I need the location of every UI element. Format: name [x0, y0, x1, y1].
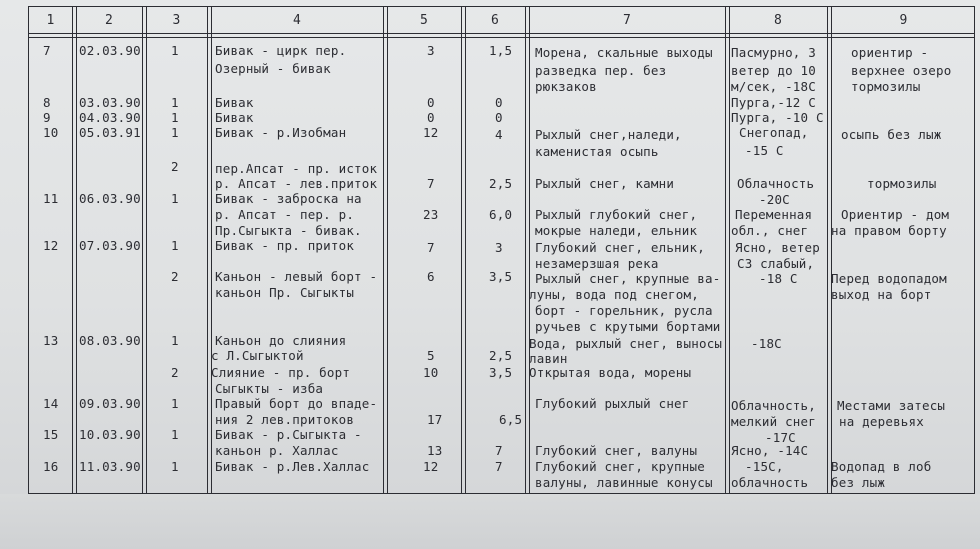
row-date: 07.03.90	[79, 238, 141, 253]
header-rule	[29, 37, 974, 38]
row-hours: 0	[427, 95, 435, 110]
col-sep	[529, 7, 530, 493]
col-sep	[207, 7, 208, 493]
row-route: р. Апсат - пер. р.	[215, 207, 355, 222]
col-sep	[146, 7, 147, 493]
row-route: пер.Апсат - пр. исток	[215, 161, 378, 176]
col-sep	[465, 7, 466, 493]
row-km: 2,5	[489, 176, 513, 191]
row-terrain: валуны, лавинные конусы	[535, 475, 713, 490]
row-terrain: луны, вода под снегом,	[529, 287, 699, 302]
row-hours: 3	[427, 43, 435, 58]
row-route: Бивак - р.Сыгыкта -	[215, 427, 362, 442]
header-cell: 7	[622, 13, 632, 28]
row-km: 2,5	[489, 348, 513, 363]
row-number: 9	[43, 110, 51, 125]
row-weather: мелкий снег	[731, 414, 816, 429]
row-route: Слияние - пр. борт	[211, 365, 351, 380]
col-sep	[211, 7, 212, 493]
row-number: 16	[43, 459, 59, 474]
row-terrain: борт - горельник, русла	[535, 303, 713, 318]
row-weather: Переменная	[735, 207, 813, 222]
row-day: 1	[171, 43, 179, 58]
row-day: 1	[171, 110, 179, 125]
row-hours: 17	[427, 412, 443, 427]
row-route: Бивак - пр. приток	[215, 238, 355, 253]
row-number: 12	[43, 238, 59, 253]
col-sep	[142, 7, 143, 493]
row-day: 1	[171, 396, 179, 411]
row-weather: м/сек, -18С	[731, 79, 816, 94]
col-sep	[461, 7, 462, 493]
row-date: 05.03.91	[79, 125, 141, 140]
row-hours: 0	[427, 110, 435, 125]
row-day: 2	[171, 365, 179, 380]
row-weather: Ясно, -14С	[731, 443, 809, 458]
row-date: 03.03.90	[79, 95, 141, 110]
row-route: Пр.Сыгыкта - бивак.	[215, 223, 362, 238]
row-day: 1	[171, 333, 179, 348]
col-sep	[72, 7, 73, 493]
col-sep	[827, 7, 828, 493]
col-sep	[383, 7, 384, 493]
row-km: 4	[495, 127, 503, 142]
row-terrain: Морена, скальные выходы	[535, 45, 713, 60]
page-margin	[0, 494, 980, 549]
row-weather: Пурга, -10 С	[731, 110, 824, 125]
row-hours: 7	[427, 176, 435, 191]
row-terrain: Вода, рыхлый снег, выносы	[529, 336, 723, 351]
row-route: Каньон - левый борт -	[215, 269, 378, 284]
row-terrain: лавин	[529, 351, 568, 366]
col-sep	[729, 7, 730, 493]
row-hours: 13	[427, 443, 443, 458]
header-cell: 6	[490, 13, 500, 28]
row-terrain: незамерзшая река	[535, 256, 659, 271]
col-sep	[387, 7, 388, 493]
row-km: 3,5	[489, 269, 513, 284]
row-notes: осыпь без лыж	[841, 127, 942, 142]
row-date: 04.03.90	[79, 110, 141, 125]
row-weather: -15С,	[745, 459, 784, 474]
row-weather: обл., снег	[731, 223, 809, 238]
row-day: 1	[171, 427, 179, 442]
row-date: 09.03.90	[79, 396, 141, 411]
row-route: Правый борт до впаде-	[215, 396, 378, 411]
row-route: Бивак - цирк пер.	[215, 43, 347, 58]
row-notes: тормозилы	[867, 176, 937, 191]
row-number: 7	[43, 43, 51, 58]
row-number: 8	[43, 95, 51, 110]
row-km: 6,5	[499, 412, 523, 427]
header-cell: 4	[292, 13, 302, 28]
row-day: 1	[171, 95, 179, 110]
row-weather: -17С	[765, 430, 796, 445]
row-weather: Облачность,	[731, 398, 816, 413]
row-route: Бивак - р.Изобман	[215, 125, 347, 140]
row-hours: 12	[423, 125, 439, 140]
col-sep	[525, 7, 526, 493]
row-day: 1	[171, 238, 179, 253]
row-notes: тормозилы	[851, 79, 921, 94]
row-number: 10	[43, 125, 59, 140]
row-notes: верхнее озеро	[851, 63, 952, 78]
row-number: 13	[43, 333, 59, 348]
row-route: каньон Пр. Сыгыкты	[215, 285, 355, 300]
header-cell: 8	[773, 13, 783, 28]
row-weather: Пурга,-12 С	[731, 95, 816, 110]
row-route: Бивак	[215, 110, 254, 125]
row-weather: облачность	[731, 475, 809, 490]
row-weather: ветер до 10	[731, 63, 816, 78]
row-notes: Местами затесы	[837, 398, 946, 413]
row-route: ния 2 лев.притоков	[215, 412, 355, 427]
row-terrain: разведка пер. без	[535, 63, 667, 78]
col-sep	[725, 7, 726, 493]
row-notes: Перед водопадом	[831, 271, 947, 286]
row-terrain: рюкзаков	[535, 79, 597, 94]
row-weather: -18 С	[759, 271, 798, 286]
row-hours: 10	[423, 365, 439, 380]
row-terrain: Глубокий снег, крупные	[535, 459, 705, 474]
row-hours: 6	[427, 269, 435, 284]
row-route: каньон р. Халлас	[215, 443, 339, 458]
row-day: 2	[171, 159, 179, 174]
header-cell: 3	[172, 13, 181, 28]
row-km: 7	[495, 459, 503, 474]
row-day: 1	[171, 191, 179, 206]
route-table	[28, 6, 975, 494]
row-km: 3,5	[489, 365, 513, 380]
row-km: 6,0	[489, 207, 513, 222]
row-km: 0	[495, 110, 503, 125]
row-notes: Ориентир - дом	[841, 207, 950, 222]
row-weather: -18С	[751, 336, 782, 351]
row-terrain: Рыхлый снег, камни	[535, 176, 675, 191]
header-cell: 1	[46, 13, 55, 28]
row-hours: 7	[427, 240, 435, 255]
col-sep	[76, 7, 77, 493]
row-hours: 5	[427, 348, 435, 363]
row-weather: Ясно, ветер	[735, 240, 820, 255]
header-cell: 5	[419, 13, 429, 28]
row-terrain: каменистая осыпь	[535, 144, 659, 159]
row-terrain: ручьев с крутыми бортами	[535, 319, 721, 334]
row-number: 14	[43, 396, 59, 411]
row-notes: без лыж	[831, 475, 886, 490]
row-route: с Л.Сыгыктой	[211, 348, 304, 363]
row-date: 11.03.90	[79, 459, 141, 474]
row-date: 10.03.90	[79, 427, 141, 442]
header-cell: 9	[899, 13, 908, 28]
row-notes: ориентир -	[851, 45, 929, 60]
row-date: 06.03.90	[79, 191, 141, 206]
row-weather: Облачность	[737, 176, 815, 191]
row-weather: -15 С	[745, 143, 784, 158]
row-route: р. Апсат - лев.приток	[215, 176, 378, 191]
header-rule	[29, 33, 974, 34]
col-sep	[831, 7, 832, 493]
row-route: Бивак	[215, 95, 254, 110]
header-cell: 2	[104, 13, 114, 28]
row-weather: Пасмурно, 3	[731, 45, 816, 60]
row-hours: 12	[423, 459, 439, 474]
row-terrain: Глубокий рыхлый снег	[535, 396, 690, 411]
row-terrain: мокрые наледи, ельник	[535, 223, 698, 238]
row-km: 7	[495, 443, 503, 458]
row-day: 2	[171, 269, 179, 284]
row-km: 3	[495, 240, 503, 255]
row-weather: СЗ слабый,	[737, 256, 815, 271]
row-notes: на правом борту	[831, 223, 947, 238]
row-terrain: Рыхлый глубокий снег,	[535, 207, 698, 222]
row-weather: Снегопад,	[739, 125, 809, 140]
row-terrain: Открытая вода, морены	[529, 365, 692, 380]
row-hours: 23	[423, 207, 439, 222]
row-day: 1	[171, 125, 179, 140]
row-number: 15	[43, 427, 59, 442]
row-terrain: Глубокий снег, ельник,	[535, 240, 705, 255]
row-terrain: Рыхлый снег,наледи,	[535, 127, 682, 142]
row-terrain: Рыхлый снег, крупные ва-	[535, 271, 721, 286]
row-date: 02.03.90	[79, 43, 141, 58]
row-route: Каньон до слияния	[215, 333, 347, 348]
row-date: 08.03.90	[79, 333, 141, 348]
row-route: Бивак - заброска на	[215, 191, 362, 206]
row-km: 0	[495, 95, 503, 110]
row-notes: на деревьях	[839, 414, 924, 429]
row-route: Сыгыкты - изба	[215, 381, 324, 396]
row-route: Озерный - бивак	[215, 61, 331, 76]
row-notes: Водопад в лоб	[831, 459, 932, 474]
row-notes: выход на борт	[831, 287, 932, 302]
row-day: 1	[171, 459, 179, 474]
row-terrain: Глубокий снег, валуны	[535, 443, 698, 458]
row-km: 1,5	[489, 43, 513, 58]
row-weather: -20С	[759, 192, 790, 207]
row-number: 11	[43, 191, 59, 206]
row-route: Бивак - р.Лев.Халлас	[215, 459, 370, 474]
